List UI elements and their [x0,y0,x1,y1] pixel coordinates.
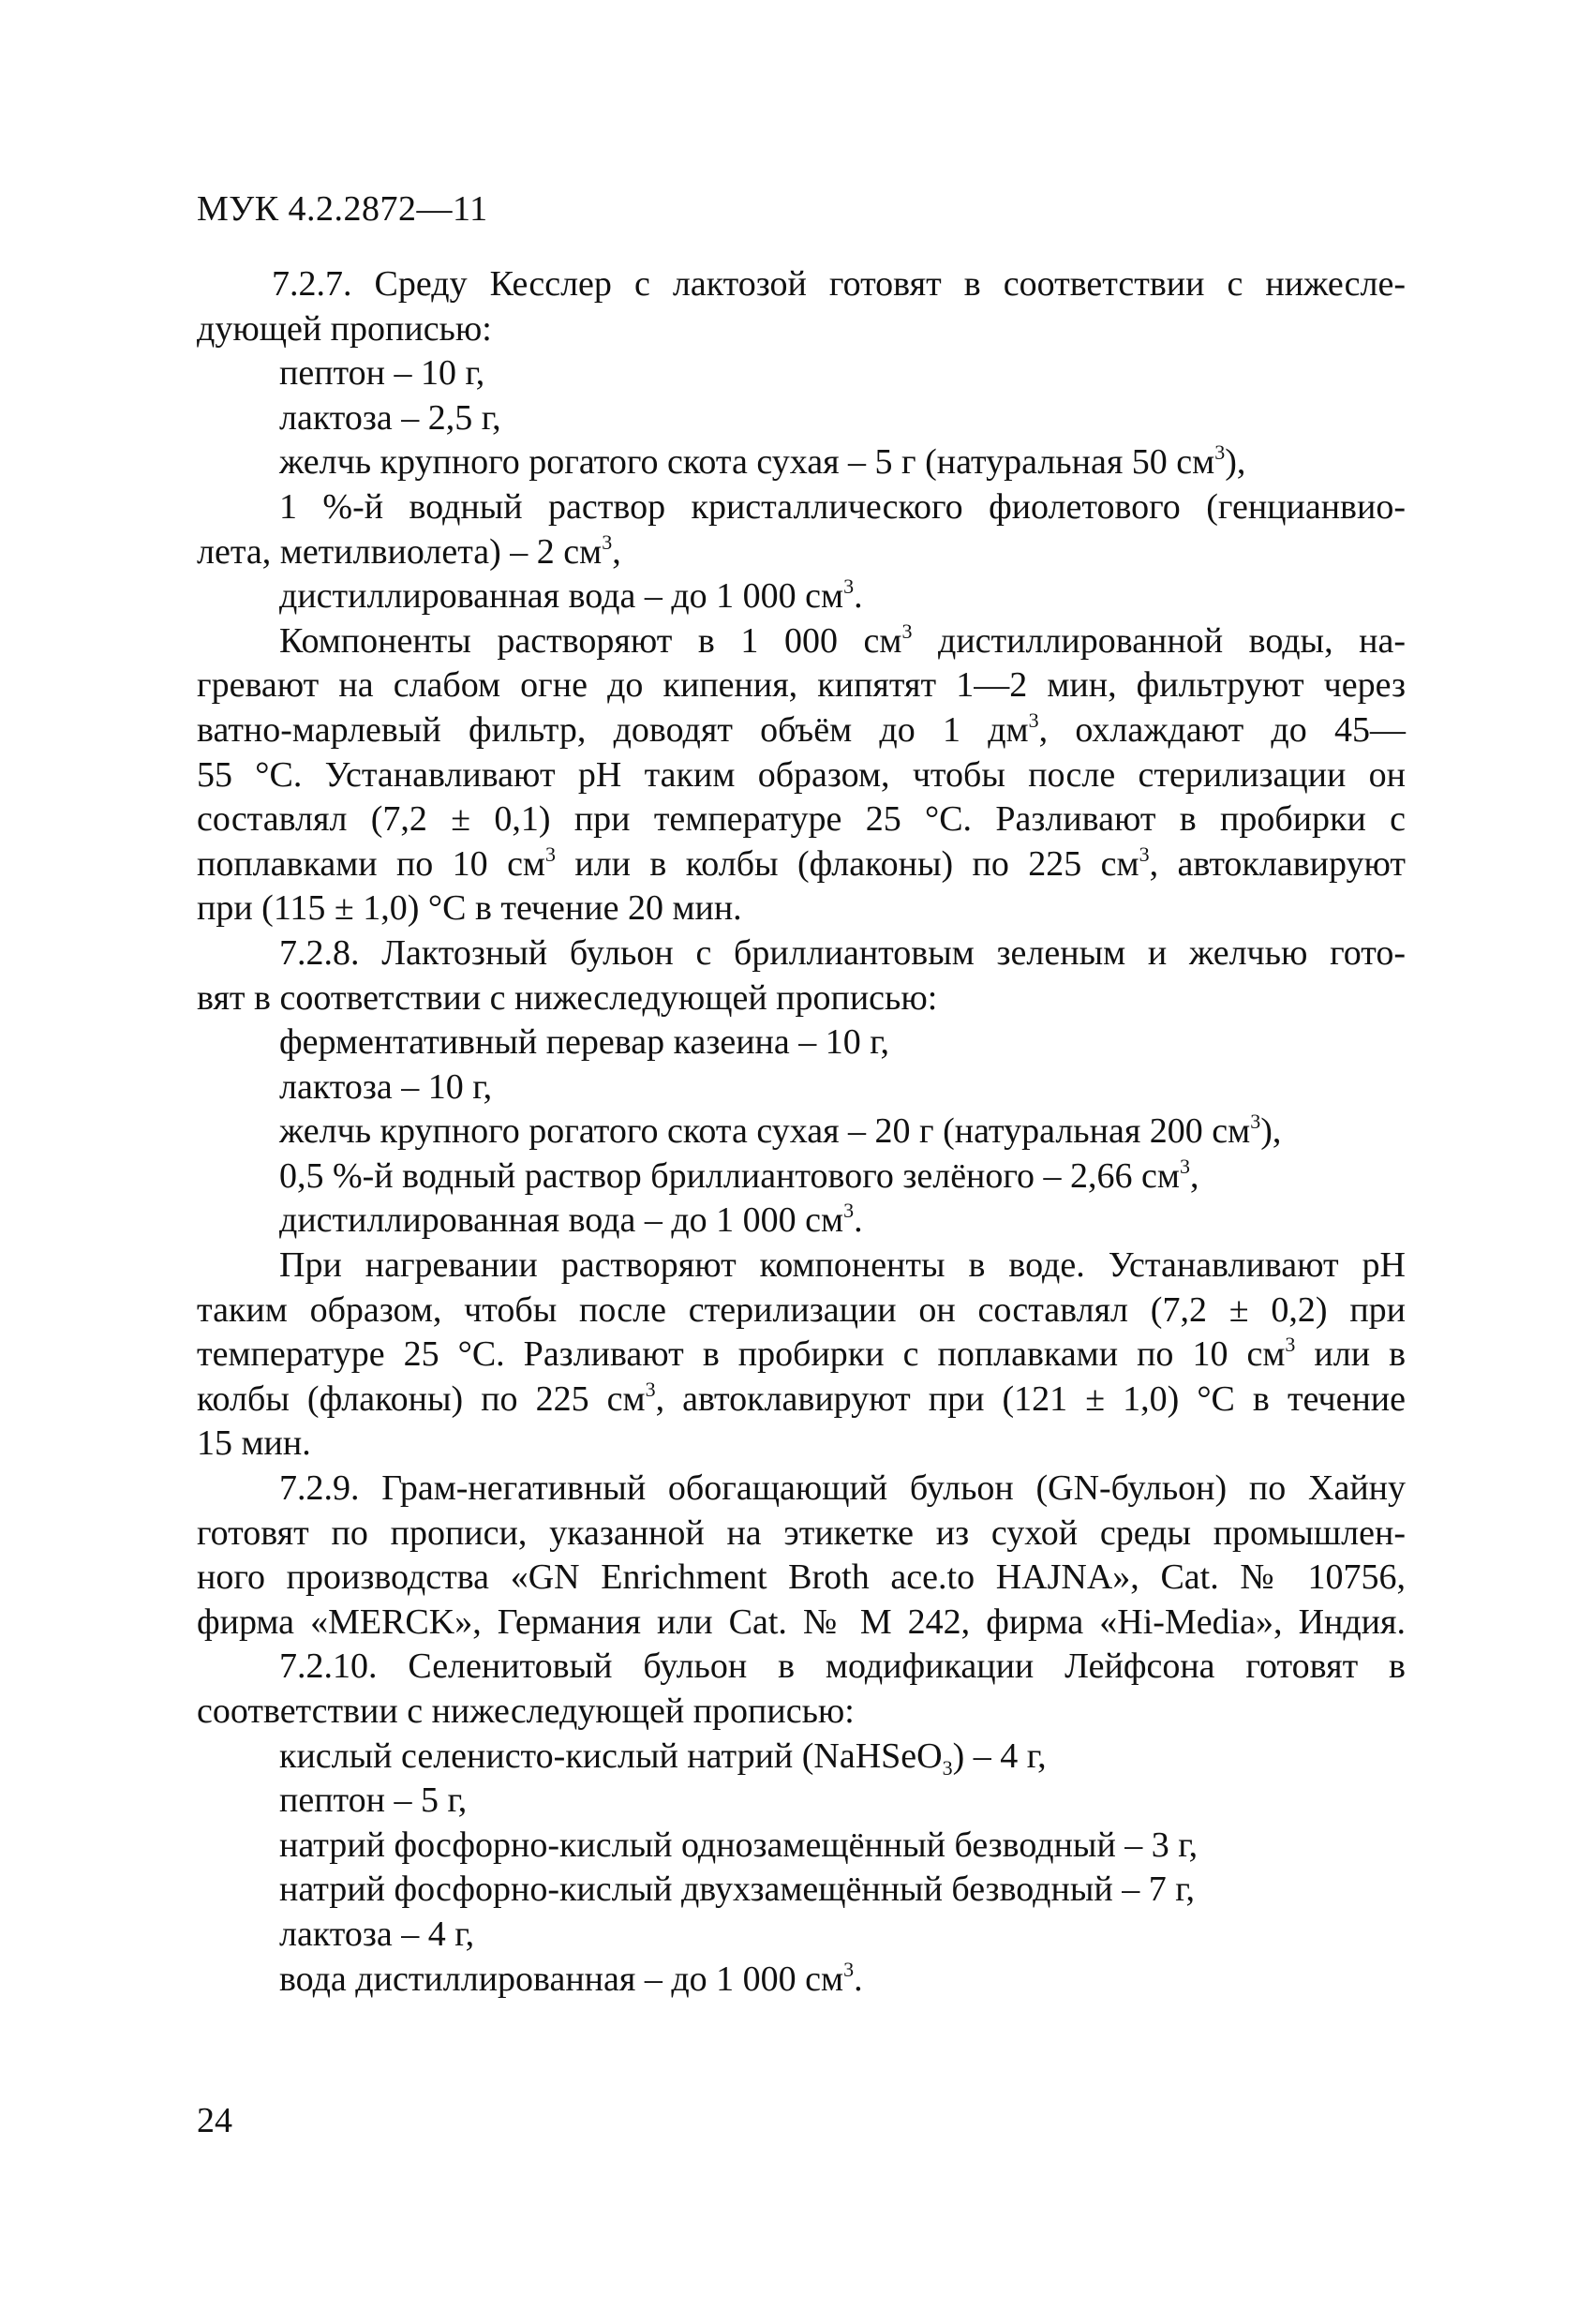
text-segment: лактоза – 4 г, [279,1914,475,1954]
text-segment: , автоклавируют при (121 ± 1,0) °С в течение [655,1378,1406,1419]
text-segment: лета, метилвиолета) – 2 см [197,531,603,572]
text-segment: таким образом, чтобы после стерилизации он составлял (7,2 ± 0,2) при [197,1289,1406,1330]
text-segment: ного производства «GN Enrichment Broth ace.to HAJNA», Cat. № 10756, [197,1557,1406,1598]
text-line [197,1690,1406,1735]
text-segment: желчь крупного рогатого скота сухая – 20 г (натуральная 200 см [279,1111,1251,1152]
text-segment: 7.2.7. Среду Кесслер с лактозой готовят в соответствии с нижесле- [272,264,1406,304]
text-line [197,485,1406,530]
text-segment: натрий фосфорно-кислый двухзамещённый безводный – 7 г, [279,1870,1195,1910]
text-line [197,1289,1406,1333]
text-segment: дующей прописью: [197,308,492,349]
text-line [197,1512,1406,1557]
text-segment: дистиллированной воды, на- [912,620,1406,661]
text-segment: 55 °С. Устанавливают рН таким образом, чтобы после стерилизации он [197,754,1406,795]
text-segment: ) – 4 г, [952,1736,1047,1776]
text-line [197,351,1406,396]
text-line [197,931,1406,976]
superscript: 3 [843,1199,855,1223]
text-line [197,262,1406,307]
text-segment: ), [1260,1111,1282,1152]
text-line [197,1824,1406,1869]
text-line [197,1333,1406,1378]
text-line [197,1244,1406,1289]
superscript: 3 [1028,708,1039,732]
text-segment: . [854,1959,863,1999]
superscript: 3 [544,842,556,866]
text-segment: лактоза – 2,5 г, [279,397,501,438]
text-line [197,1913,1406,1958]
text-line [197,1467,1406,1512]
text-line [197,1779,1406,1824]
text-line [197,1556,1406,1601]
superscript: 3 [1285,1333,1296,1357]
text-line [197,1422,1406,1467]
text-segment: . [854,1200,863,1241]
text-line [197,396,1406,441]
text-segment: или в [1295,1334,1407,1375]
subscript: 3 [942,1755,953,1780]
document-body [197,262,1406,2002]
text-segment: 7.2.9. Грам-негативный обогащающий бульон (GN-бульон) по Хайну [279,1468,1406,1509]
text-segment: составлял (7,2 ± 0,1) при температуре 25 °С. Разливают в пробирки с [197,799,1406,840]
text-line [197,530,1406,575]
text-segment: ватно-марлевый фильтр, доводят объём до 1 дм [197,709,1029,750]
text-line [197,797,1406,842]
text-segment: . [854,576,863,617]
document-header: МУК 4.2.2872—11 [197,189,488,229]
superscript: 3 [602,529,613,554]
text-segment: колбы (флаконы) по 225 см [197,1378,646,1419]
text-segment: , охлаждают до 45— [1038,709,1407,750]
text-line [197,1958,1406,2003]
text-segment: дистиллированная вода – до 1 000 см [279,1200,844,1241]
text-segment: лактоза – 10 г, [279,1066,493,1107]
superscript: 3 [1179,1154,1190,1178]
text-line [197,842,1406,887]
text-segment: 15 мин. [197,1423,311,1464]
page-number: 24 [197,2101,232,2140]
text-segment: ), [1225,442,1246,483]
text-line [197,440,1406,485]
text-line [197,1065,1406,1110]
text-segment: , [1189,1155,1199,1196]
superscript: 3 [1214,440,1226,465]
text-line [197,886,1406,931]
text-segment: готовят по прописи, указанной на этикетке из сухой среды промышлен- [197,1512,1406,1553]
text-segment: , автоклавируют [1149,843,1406,884]
text-line [197,1199,1406,1244]
text-segment: гревают на слабом огне до кипения, кипятят 1—2 мин, фильтруют через [197,665,1406,706]
text-line [197,307,1406,352]
text-segment: При нагревании растворяют компоненты в воде. Устанавливают рН [279,1245,1406,1286]
text-segment: ферментативный перевар казеина – 10 г, [279,1022,890,1063]
text-segment: пептон – 5 г, [279,1780,468,1821]
text-segment: температуре 25 °С. Разливают в пробирки с поплавками по 10 см [197,1334,1286,1375]
text-segment: 7.2.10. Селенитовый бульон в модификации Лейфсона готовят в [279,1646,1406,1687]
text-line [197,1110,1406,1155]
text-line [197,1155,1406,1199]
text-segment: поплавками по 10 см [197,843,545,884]
text-segment: 7.2.8. Лактозный бульон с бриллиантовым зеленым и желчью гото- [279,932,1406,973]
text-segment: или в колбы (флаконы) по 225 см [555,843,1139,884]
text-line [197,1735,1406,1780]
text-segment: , [612,531,621,572]
superscript: 3 [843,574,855,599]
text-line [197,976,1406,1021]
superscript: 3 [645,1377,656,1401]
text-line [197,663,1406,708]
text-segment: дистиллированная вода – до 1 000 см [279,576,844,617]
superscript: 3 [1139,842,1150,866]
superscript: 3 [901,618,913,643]
text-line [197,1868,1406,1913]
text-line [197,619,1406,664]
text-line [197,1645,1406,1690]
text-segment: фирма «MERCK», Германия или Cat. № M 242, фирма «Hi-Media», Индия. [197,1601,1406,1642]
text-line [197,753,1406,798]
text-segment: Компоненты растворяют в 1 000 см [279,620,902,661]
text-segment: соответствии с нижеследующей прописью: [197,1691,855,1731]
superscript: 3 [843,1957,855,1981]
text-segment: 0,5 %-й водный раствор бриллиантового зелёного – 2,66 см [279,1155,1180,1196]
superscript: 3 [1250,1110,1261,1134]
text-line [197,1378,1406,1423]
text-segment: вят в соответствии с нижеследующей прописью: [197,977,938,1018]
text-segment: кислый селенисто-кислый натрий (NaHSeO [279,1736,943,1776]
text-segment: натрий фосфорно-кислый однозамещённый безводный – 3 г, [279,1825,1198,1865]
text-segment: желчь крупного рогатого скота сухая – 5 г (натуральная 50 см [279,442,1215,483]
text-segment: пептон – 10 г, [279,353,485,394]
text-line [197,708,1406,753]
text-line [197,574,1406,619]
text-line [197,1601,1406,1646]
text-segment: при (115 ± 1,0) °С в течение 20 мин. [197,888,742,929]
text-line [197,1020,1406,1065]
text-segment: вода дистиллированная – до 1 000 см [279,1959,844,1999]
text-segment: 1 %-й водный раствор кристаллического фиолетового (генцианвио- [279,486,1406,527]
